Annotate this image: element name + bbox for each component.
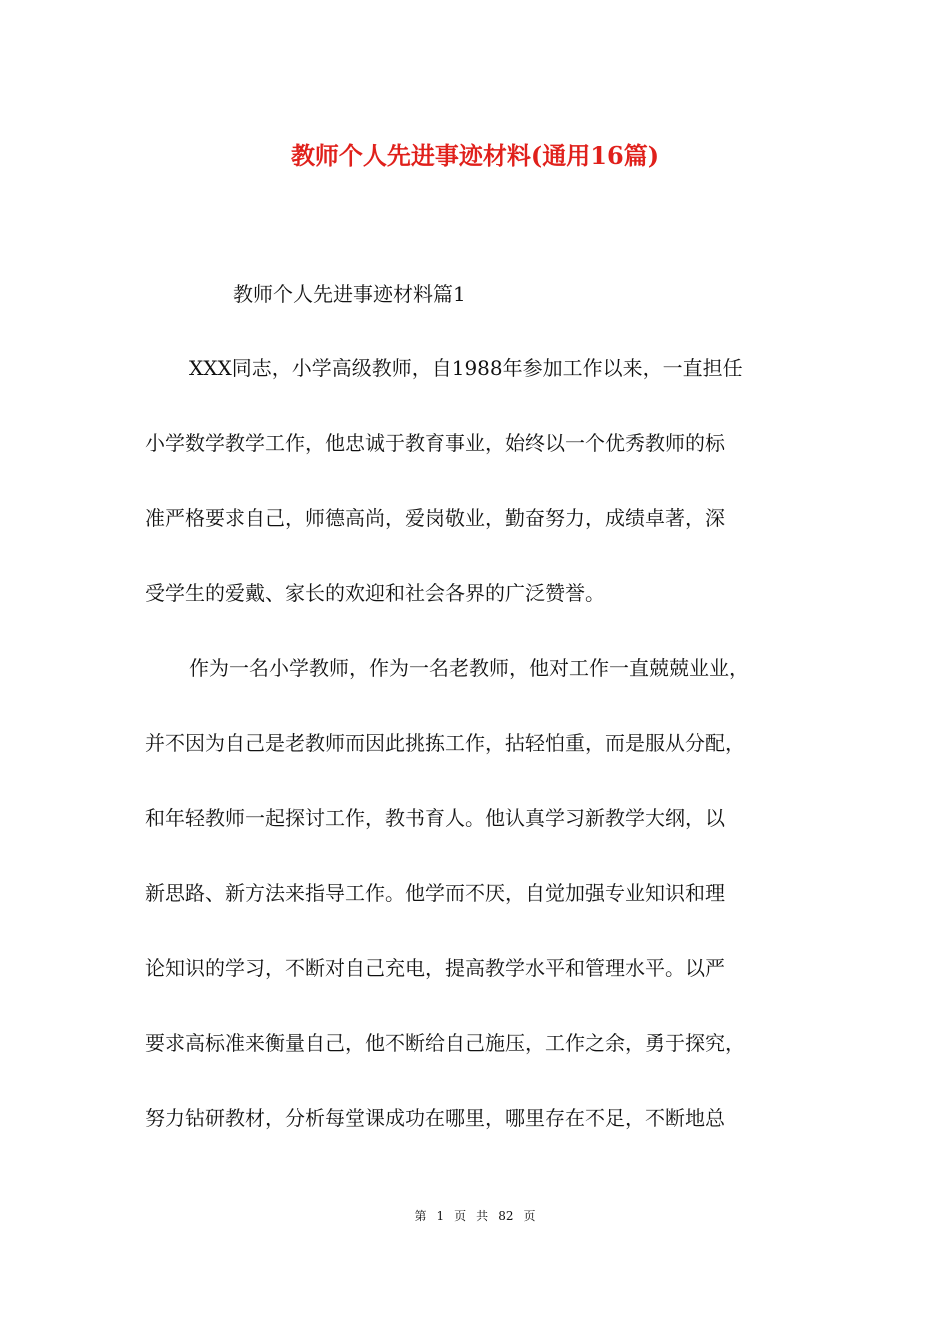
footer-page-number: 1 xyxy=(436,1209,445,1223)
paragraph-line: 受学生的爱戴、家长的欢迎和社会各界的广泛赞誉。 xyxy=(145,581,605,605)
footer-suffix: 页 xyxy=(523,1209,536,1223)
footer-page-label: 页 xyxy=(454,1209,467,1223)
paragraph-line: XXX同志，小学高级教师，自1988年参加工作以来，一直担任 xyxy=(189,356,743,380)
paragraph-line: 新思路、新方法来指导工作。他学而不厌，自觉加强专业知识和理 xyxy=(145,881,725,905)
paragraph-line: 并不因为自己是老教师而因此挑拣工作，拈轻怕重，而是服从分配， xyxy=(145,731,745,755)
paragraph-line: 要求高标准来衡量自己，他不断给自己施压，工作之余，勇于探究， xyxy=(145,1031,745,1055)
section-heading: 教师个人先进事迹材料篇1 xyxy=(233,282,466,306)
document-title: 教师个人先进事迹材料(通用16篇) xyxy=(290,141,660,170)
page-footer xyxy=(0,1206,950,1226)
paragraph-line: 努力钻研教材，分析每堂课成功在哪里，哪里存在不足，不断地总 xyxy=(145,1106,725,1130)
paragraph-line: 作为一名小学教师，作为一名老教师，他对工作一直兢兢业业， xyxy=(189,656,749,680)
paragraph-line: 小学数学教学工作，他忠诚于教育事业，始终以一个优秀教师的标 xyxy=(145,431,725,455)
paragraph-line: 论知识的学习，不断对自己充电，提高教学水平和管理水平。以严 xyxy=(145,956,725,980)
footer-total-pages: 82 xyxy=(498,1209,514,1223)
paragraph-line: 和年轻教师一起探讨工作，教书育人。他认真学习新教学大纲，以 xyxy=(145,806,725,830)
footer-prefix: 第 xyxy=(414,1209,427,1223)
paragraph-line: 准严格要求自己，师德高尚，爱岗敬业，勤奋努力，成绩卓著，深 xyxy=(145,506,725,530)
footer-total-label: 共 xyxy=(476,1209,489,1223)
